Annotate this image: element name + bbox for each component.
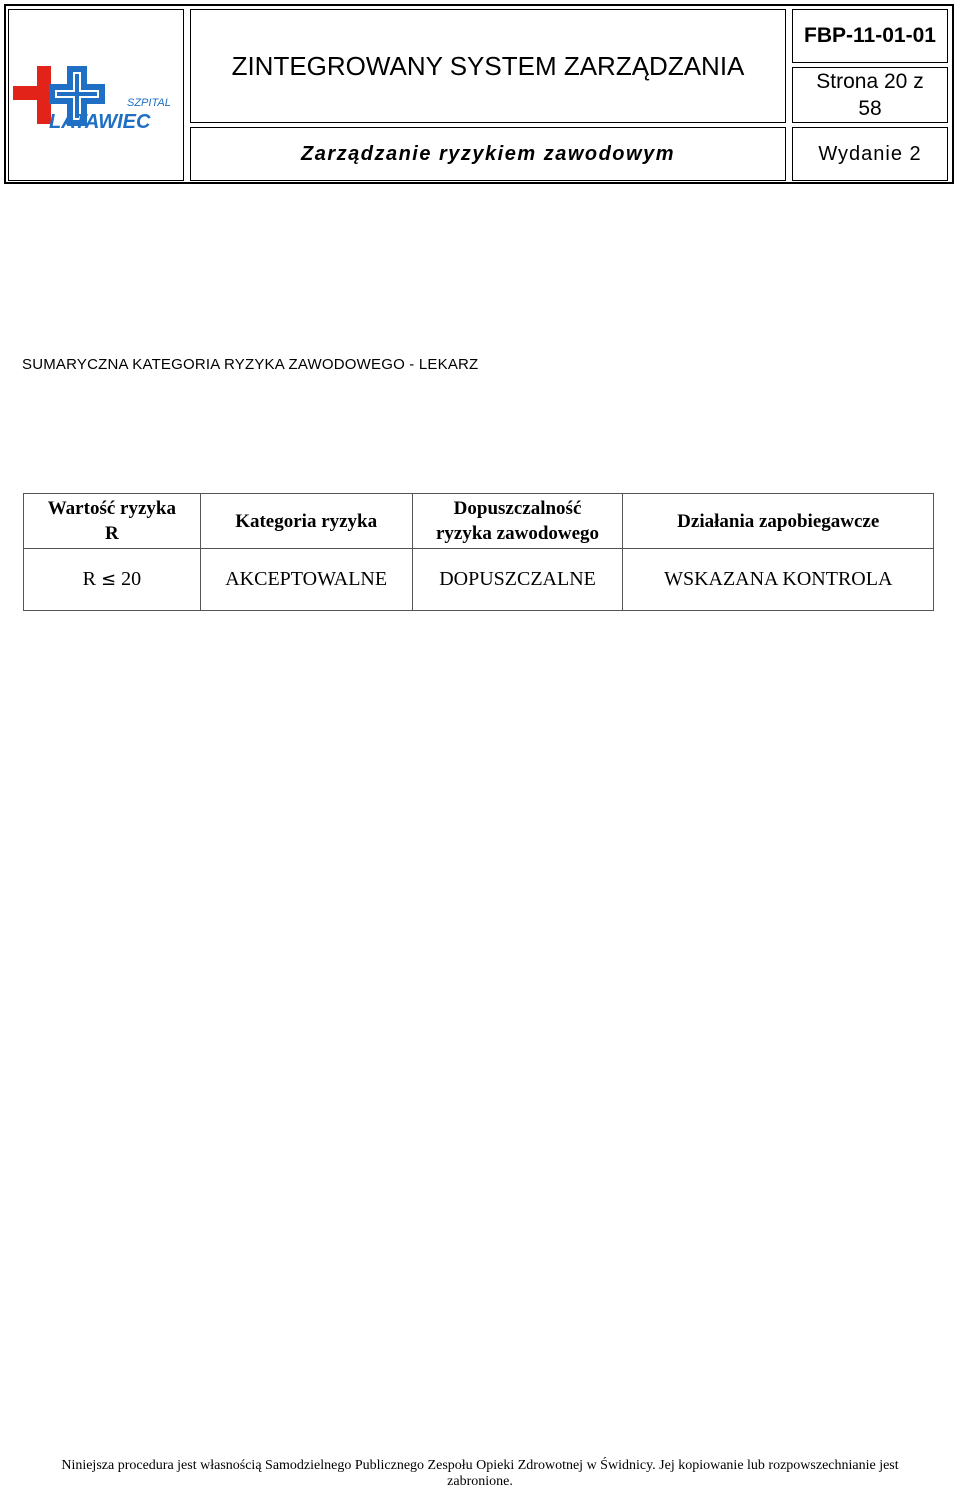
document-subtitle: Zarządzanie ryzykiem zawodowym xyxy=(190,127,786,181)
page-number xyxy=(792,67,948,123)
header-risk-value-line2: R xyxy=(104,523,119,544)
header-risk-category: Kategoria ryzyka xyxy=(200,494,412,549)
footer-line2: zabronione. xyxy=(447,1474,513,1489)
table-row xyxy=(24,549,934,611)
page-number-line1: Strona 20 z xyxy=(816,70,924,93)
header-risk-value-line1: Wartość ryzyka xyxy=(47,498,176,519)
header-risk-value xyxy=(24,494,201,549)
header-admissibility xyxy=(412,494,623,549)
risk-category-table xyxy=(23,493,934,611)
cell-risk-value xyxy=(24,549,201,611)
page-number-line2: 58 xyxy=(858,97,882,120)
section-heading: SUMARYCZNA KATEGORIA RYZYKA ZAWODOWEGO - LEKARZ xyxy=(22,356,479,373)
document-code: FBP-11-01-01 xyxy=(792,9,948,63)
logo-text-top: SZPITAL xyxy=(127,97,171,109)
system-title: ZINTEGROWANY SYSTEM ZARZĄDZANIA xyxy=(190,9,786,123)
table-header-row xyxy=(24,494,934,549)
hospital-logo xyxy=(9,10,183,180)
less-equal-symbol: ≤ xyxy=(100,569,117,590)
footer-line1: Niniejsza procedura jest własnością Samodzielnego Publicznego Zespołu Opieki Zdrowotnej w Świdnicy. Jej kopiowanie lub rozpowszechnianie jest xyxy=(61,1458,899,1473)
cell-risk-category: AKCEPTOWALNE xyxy=(200,549,412,611)
risk-value-prefix: R xyxy=(82,568,96,590)
edition-label: Wydanie 2 xyxy=(792,127,948,181)
cell-admissibility: DOPUSZCZALNE xyxy=(412,549,623,611)
logo-box xyxy=(8,9,184,181)
risk-value-number: 20 xyxy=(121,568,142,590)
logo-text-main: LATAWIEC xyxy=(49,111,151,133)
header-admissibility-line1: Dopuszczalność xyxy=(453,498,582,519)
header-admissibility-line2: ryzyka zawodowego xyxy=(435,523,600,544)
cell-preventive-actions: WSKAZANA KONTROLA xyxy=(623,549,934,611)
footer-notice xyxy=(0,1458,960,1490)
header-preventive-actions: Działania zapobiegawcze xyxy=(623,494,934,549)
